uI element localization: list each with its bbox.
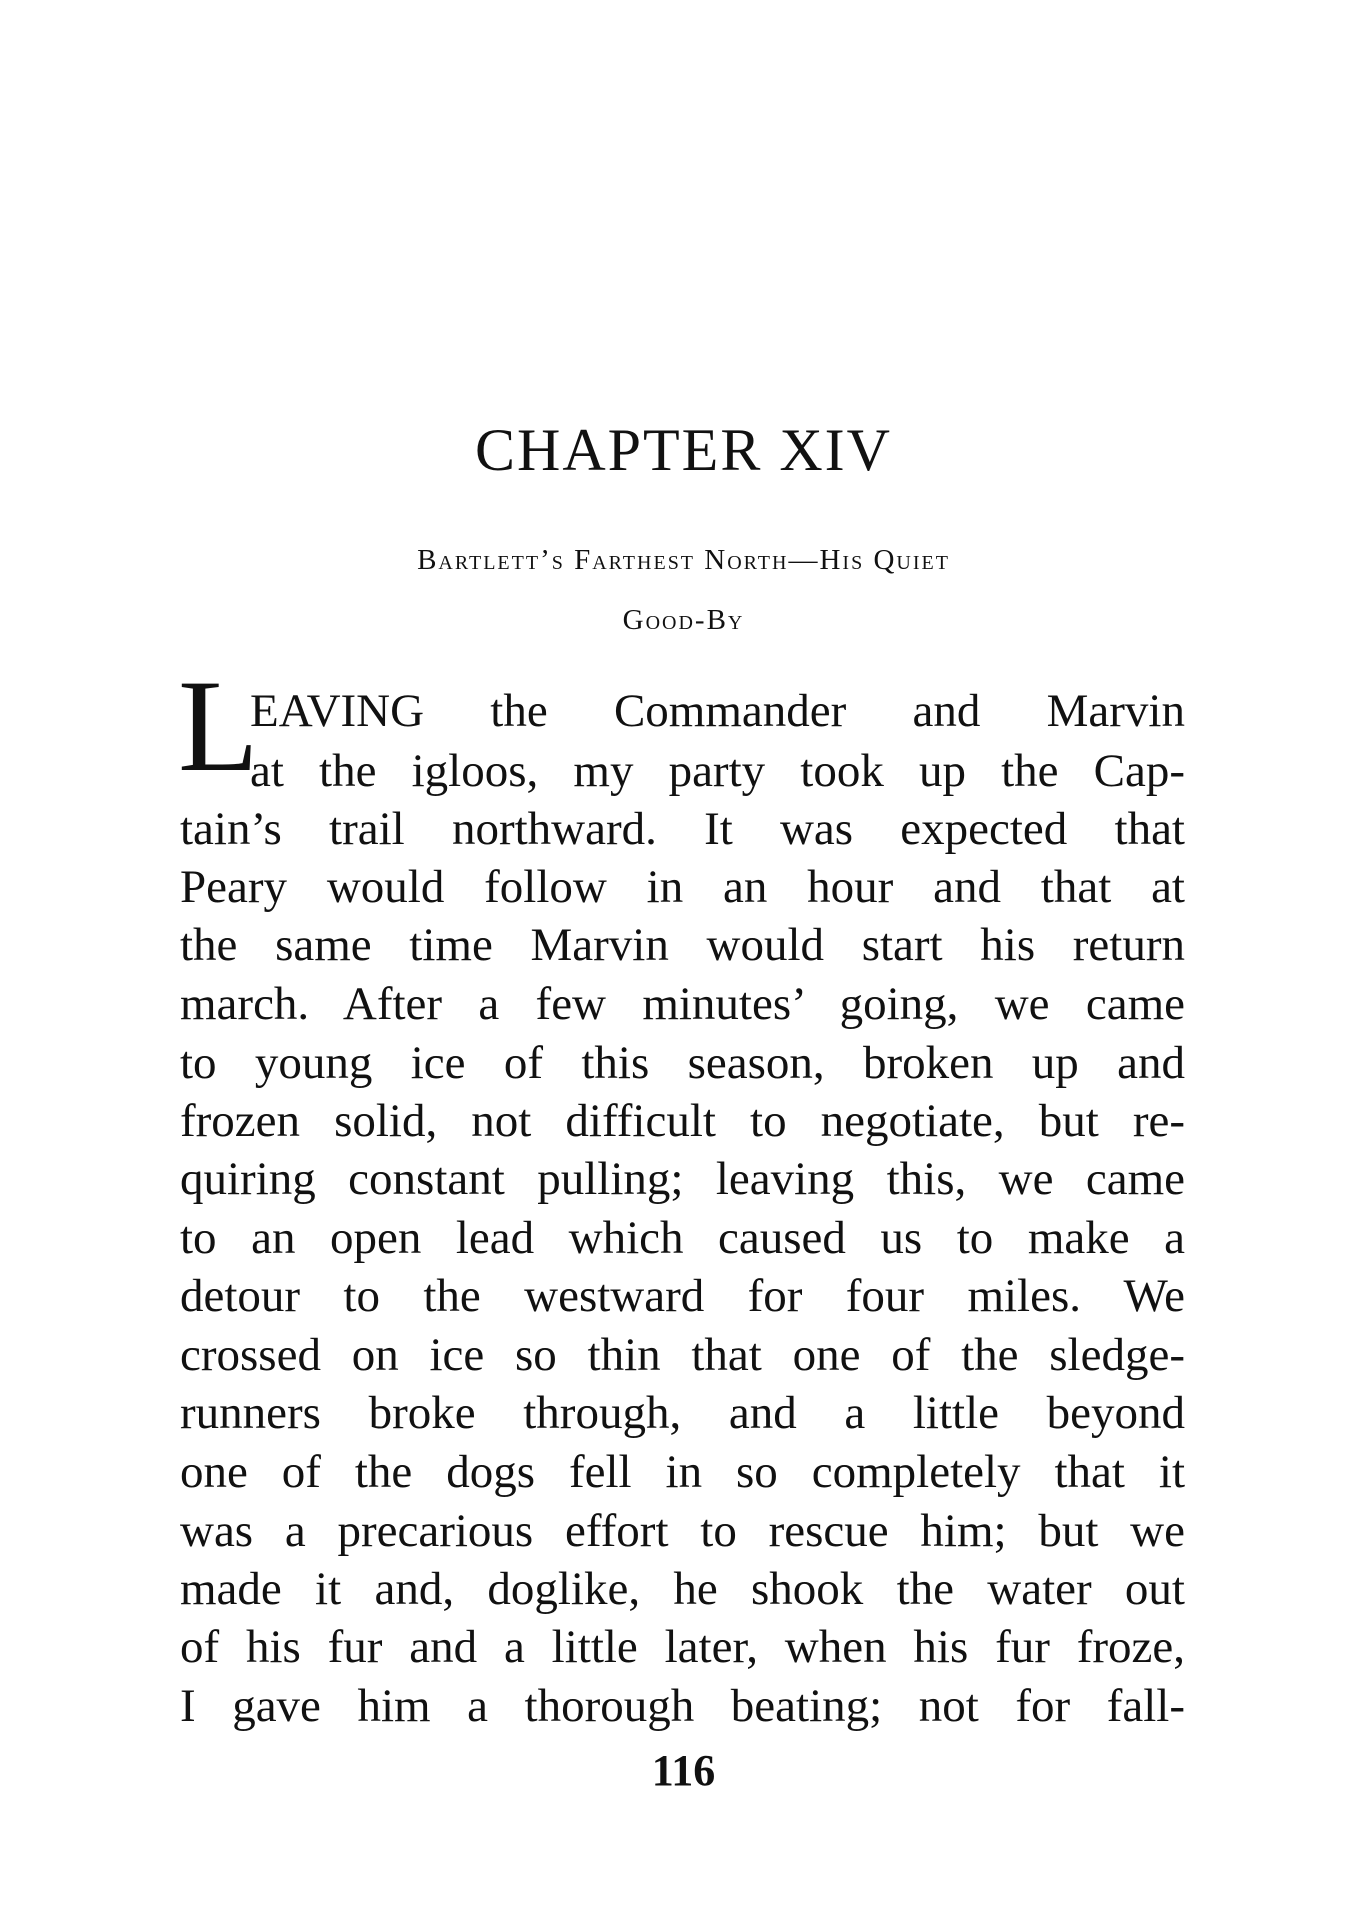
body-line: crossed on ice so thin that one of the sledge- — [180, 1329, 1185, 1381]
chapter-title: CHAPTER XIV — [474, 417, 892, 483]
body-line: one of the dogs fell in so completely that it — [180, 1446, 1185, 1498]
body-line: I gave him a thorough beating; not for fall- — [180, 1680, 1185, 1732]
body-line: to an open lead which caused us to make a — [180, 1212, 1185, 1264]
page-number: 116 — [651, 1746, 716, 1795]
chapter-subtitle-line-2: Good-By — [622, 604, 745, 636]
body-line: the same time Marvin would start his return — [180, 919, 1185, 971]
drop-cap: L — [178, 652, 259, 799]
body-line: to young ice of this season, broken up and — [180, 1037, 1185, 1089]
chapter-subtitle-line-1: Bartlett’s Farthest North—His Quiet — [417, 544, 950, 576]
body-line: march. After a few minutes’ going, we came — [180, 978, 1185, 1030]
body-line: made it and, doglike, he shook the water out — [180, 1563, 1185, 1615]
body-line: at the igloos, my party took up the Cap- — [250, 745, 1185, 797]
body-line: EAVING the Commander and Marvin — [250, 685, 1185, 737]
body-line: of his fur and a little later, when his fur froze, — [180, 1621, 1185, 1673]
body-line: Peary would follow in an hour and that at — [180, 861, 1185, 913]
body-line: runners broke through, and a little beyond — [180, 1387, 1185, 1439]
body-line: detour to the westward for four miles. We — [180, 1270, 1185, 1322]
body-line: was a precarious effort to rescue him; but we — [180, 1505, 1185, 1557]
body-line: frozen solid, not difficult to negotiate, but re- — [180, 1095, 1185, 1147]
body-line: quiring constant pulling; leaving this, we came — [180, 1153, 1185, 1205]
body-line: tain’s trail northward. It was expected that — [180, 803, 1185, 855]
